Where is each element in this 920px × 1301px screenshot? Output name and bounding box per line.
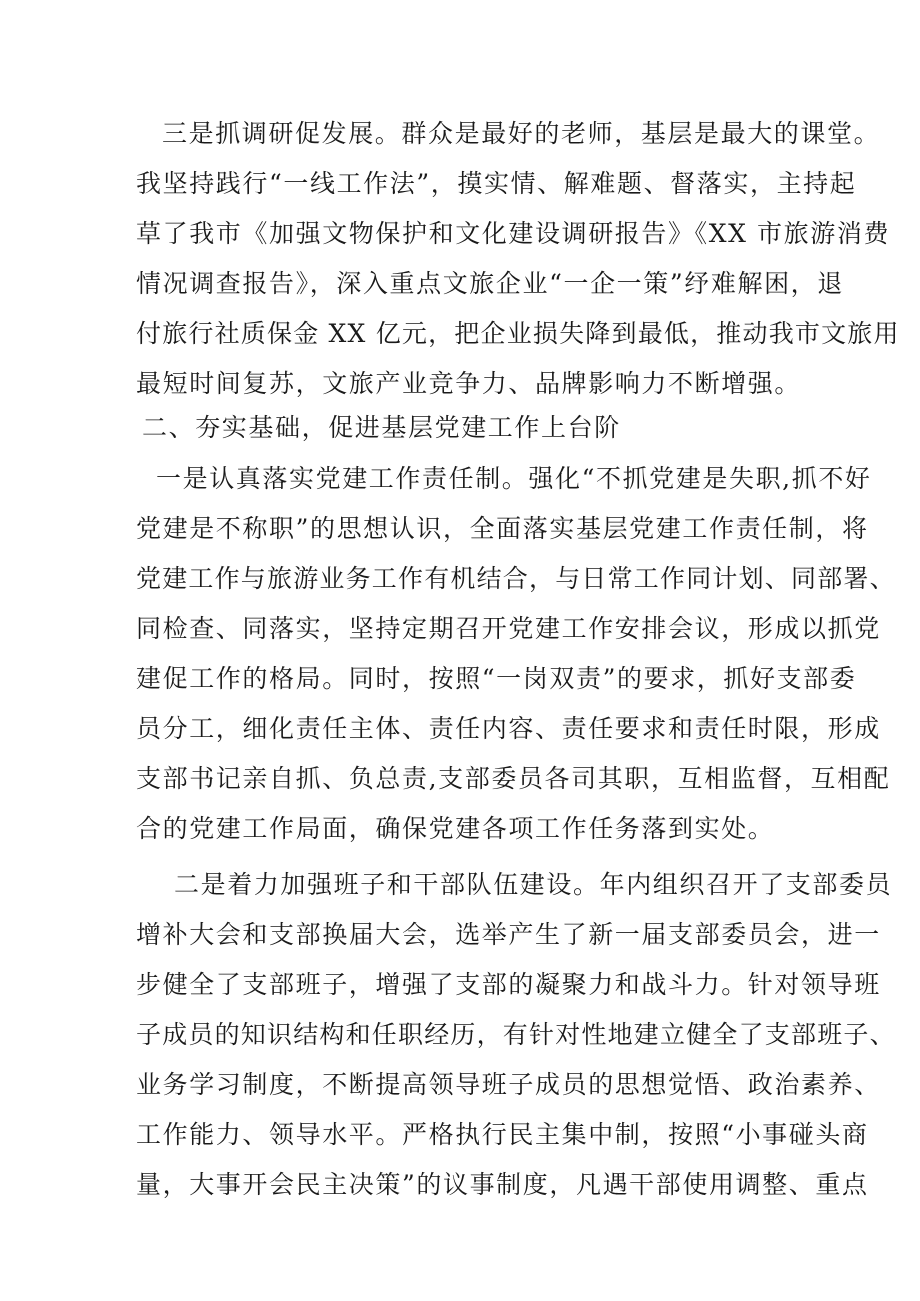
paragraph-1-line-3: 草了我市《加强文物保护和文化建设调研报告》《XX 市旅游消费 xyxy=(136,219,891,248)
paragraph-2-line-7: 支部书记亲自抓、负总责,支部委员各司其职，互相监督，互相配 xyxy=(136,764,891,793)
paragraph-2-line-5: 建促工作的格局。同时，按照“一岗双责”的要求，抓好支部委 xyxy=(136,664,857,693)
paragraph-2-line-8: 合的党建工作局面，确保党建各项工作任务落到实处。 xyxy=(136,814,775,843)
section-heading: 二、夯实基础，促进基层党建工作上台阶 xyxy=(142,413,621,442)
paragraph-1-line-1: 三是抓调研促发展。群众是最好的老师，基层是最大的课堂。 xyxy=(162,119,881,148)
paragraph-3-line-1: 二是着力加强班子和干部队伍建设。年内组织召开了支部委员 xyxy=(174,870,893,899)
paragraph-1-line-6: 最短时间复苏，文旅产业竞争力、品牌影响力不断增强。 xyxy=(136,369,802,398)
paragraph-2-line-1: 一是认真落实党建工作责任制。强化“不抓党建是失职,抓不好 xyxy=(156,464,872,493)
paragraph-1-line-2: 我坚持践行“一线工作法”，摸实情、解难题、督落实，主持起 xyxy=(136,169,857,198)
paragraph-2-line-3: 党建工作与旅游业务工作有机结合，与日常工作同计划、同部署、 xyxy=(136,564,896,593)
paragraph-2-line-4: 同检查、同落实，坚持定期召开党建工作安排会议，形成以抓党 xyxy=(136,614,881,643)
paragraph-3-line-3: 步健全了支部班子，增强了支部的凝聚力和战斗力。针对领导班 xyxy=(136,970,881,999)
paragraph-3-line-5: 业务学习制度，不断提高领导班子成员的思想觉悟、政治素养、 xyxy=(136,1070,881,1099)
paragraph-2-line-2: 党建是不称职”的思想认识，全面落实基层党建工作责任制，将 xyxy=(136,514,869,543)
paragraph-3-line-4: 子成员的知识结构和任职经历，有针对性地建立健全了支部班子、 xyxy=(136,1020,896,1049)
paragraph-1-line-5: 付旅行社质保金 XX 亿元，把企业损失降到最低，推动我市文旅用 xyxy=(136,319,900,348)
paragraph-1-line-4: 情况调查报告》，深入重点文旅企业“一企一策”纾难解困，退 xyxy=(136,269,844,298)
paragraph-3-line-7: 量，大事开会民主决策”的议事制度，凡遇干部使用调整、重点 xyxy=(136,1170,869,1199)
paragraph-2-line-6: 员分工，细化责任主体、责任内容、责任要求和责任时限，形成 xyxy=(136,714,881,743)
paragraph-3-line-6: 工作能力、领导水平。严格执行民主集中制，按照“小事碰头商 xyxy=(136,1120,869,1149)
paragraph-3-line-2: 增补大会和支部换届大会，选举产生了新一届支部委员会，进一 xyxy=(136,920,881,949)
